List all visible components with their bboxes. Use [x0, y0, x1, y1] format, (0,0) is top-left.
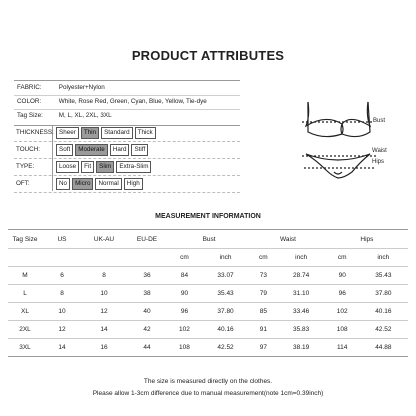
- table-row: [8, 285, 408, 303]
- table-row: [8, 339, 408, 357]
- table-cell: 40.16: [359, 303, 408, 321]
- table-cell: 40: [126, 303, 168, 321]
- type-option-slim: Slim: [96, 161, 114, 173]
- table-cell: 12: [82, 303, 126, 321]
- table-cell: 96: [326, 285, 359, 303]
- header-waist: Waist: [250, 230, 326, 249]
- tag-size-label: Tag Size:: [17, 112, 43, 119]
- oft-option-no: No: [56, 178, 70, 190]
- header-uk-au: UK-AU: [82, 230, 126, 249]
- type-option-fit: Fit: [81, 161, 94, 173]
- header-hips: Hips: [326, 230, 408, 249]
- thickness-option-thick: Thick: [135, 127, 156, 139]
- unit-cell: inch: [276, 249, 325, 267]
- table-cell: 114: [326, 339, 359, 357]
- thickness-label: THICKNESS:: [16, 129, 54, 136]
- fabric-row: [17, 84, 105, 91]
- tag-size-value: M, L, XL, 2XL, 3XL: [58, 112, 112, 119]
- unit-cell: inch: [359, 249, 408, 267]
- measurement-title: MEASUREMENT INFORMATION: [155, 213, 261, 220]
- table-cell: 73: [250, 267, 276, 285]
- table-cell: 10: [42, 303, 82, 321]
- touch-option-soft: Soft: [56, 144, 73, 156]
- type-option-loose: Loose: [56, 161, 79, 173]
- table-cell: 33.07: [201, 267, 250, 285]
- table-row: [8, 267, 408, 285]
- table-cell: 79: [250, 285, 276, 303]
- color-row: [17, 98, 207, 105]
- thickness-option-sheer: Sheer: [56, 127, 79, 139]
- table-cell: XL: [8, 303, 42, 321]
- hips-label: Hips: [372, 159, 385, 165]
- table-cell: 16: [82, 339, 126, 357]
- table-cell: 12: [42, 321, 82, 339]
- unit-cell: cm: [168, 249, 201, 267]
- header-us: US: [42, 230, 82, 249]
- attributes-box: [14, 80, 240, 126]
- table-unit-row: [8, 249, 408, 267]
- color-value: White, Rose Red, Green, Cyan, Blue, Yellow, Tie-dye: [58, 98, 207, 105]
- bra-outline-icon: [302, 102, 374, 137]
- fabric-value: Polyester+Nylon: [58, 84, 105, 91]
- unit-cell: cm: [250, 249, 276, 267]
- table-cell: 28.74: [276, 267, 325, 285]
- table-cell: L: [8, 285, 42, 303]
- table-cell: 38: [126, 285, 168, 303]
- color-label: COLOR:: [17, 98, 42, 105]
- header-eu-de: EU-DE: [126, 230, 168, 249]
- table-row: [8, 321, 408, 339]
- unit-cell: inch: [201, 249, 250, 267]
- table-cell: 38.19: [276, 339, 325, 357]
- type-label: TYPE:: [16, 163, 35, 170]
- table-cell: 35.43: [359, 267, 408, 285]
- touch-option-moderate: Moderate: [75, 144, 108, 156]
- tag-size-row: [17, 112, 112, 119]
- table-cell: 37.80: [201, 303, 250, 321]
- unit-cell: cm: [326, 249, 359, 267]
- table-cell: 40.16: [201, 321, 250, 339]
- table-header-row: [8, 230, 408, 249]
- thickness-option-standard: Standard: [101, 127, 133, 139]
- table-cell: 42.52: [201, 339, 250, 357]
- table-cell: 97: [250, 339, 276, 357]
- table-cell: 2XL: [8, 321, 42, 339]
- table-cell: M: [8, 267, 42, 285]
- table-cell: 42: [126, 321, 168, 339]
- table-cell: 35.83: [276, 321, 325, 339]
- table-cell: 90: [168, 285, 201, 303]
- table-cell: 3XL: [8, 339, 42, 357]
- table-cell: 33.46: [276, 303, 325, 321]
- table-cell: 85: [250, 303, 276, 321]
- touch-option-stiff: Stiff: [131, 144, 148, 156]
- note-measured: The size is measured directly on the clothes.: [143, 378, 273, 385]
- table-cell: 6: [42, 267, 82, 285]
- table-cell: 10: [82, 285, 126, 303]
- table-cell: 42.52: [359, 321, 408, 339]
- table-cell: 108: [326, 321, 359, 339]
- bikini-bottom-outline-icon: [302, 154, 376, 178]
- table-cell: 44: [126, 339, 168, 357]
- table-cell: 14: [82, 321, 126, 339]
- waist-label: Waist: [372, 148, 387, 154]
- table-cell: 84: [168, 267, 201, 285]
- measurement-table: [8, 229, 408, 357]
- page-title: PRODUCT ATTRIBUTES: [131, 48, 285, 63]
- table-cell: 8: [42, 285, 82, 303]
- fabric-label: FABRIC:: [17, 84, 42, 91]
- bust-label: Bust: [373, 118, 386, 124]
- touch-option-hard: Hard: [110, 144, 130, 156]
- thickness-option-thin: Thin: [81, 127, 99, 139]
- table-cell: 8: [82, 267, 126, 285]
- oft-option-normal: Normal: [95, 178, 121, 190]
- table-cell: 102: [326, 303, 359, 321]
- table-cell: 90: [326, 267, 359, 285]
- touch-label: TOUCH:: [16, 146, 41, 153]
- table-cell: 31.10: [276, 285, 325, 303]
- header-bust: Bust: [168, 230, 250, 249]
- bikini-diagram: [296, 96, 406, 202]
- note-difference: Please allow 1-3cm difference due to manual measurement(note 1cm=0.39inch): [92, 390, 324, 397]
- oft-option-micro: Micro: [72, 178, 93, 190]
- header-tag-size: Tag Size: [8, 230, 42, 249]
- table-row: [8, 303, 408, 321]
- table-cell: 108: [168, 339, 201, 357]
- table-cell: 37.80: [359, 285, 408, 303]
- table-cell: 96: [168, 303, 201, 321]
- oft-label: OFT:: [16, 180, 30, 187]
- table-cell: 35.43: [201, 285, 250, 303]
- type-option-extra-slim: Extra-Slim: [116, 161, 151, 173]
- table-cell: 44.88: [359, 339, 408, 357]
- table-cell: 102: [168, 321, 201, 339]
- table-cell: 36: [126, 267, 168, 285]
- table-cell: 14: [42, 339, 82, 357]
- table-cell: 91: [250, 321, 276, 339]
- oft-option-high: High: [124, 178, 143, 190]
